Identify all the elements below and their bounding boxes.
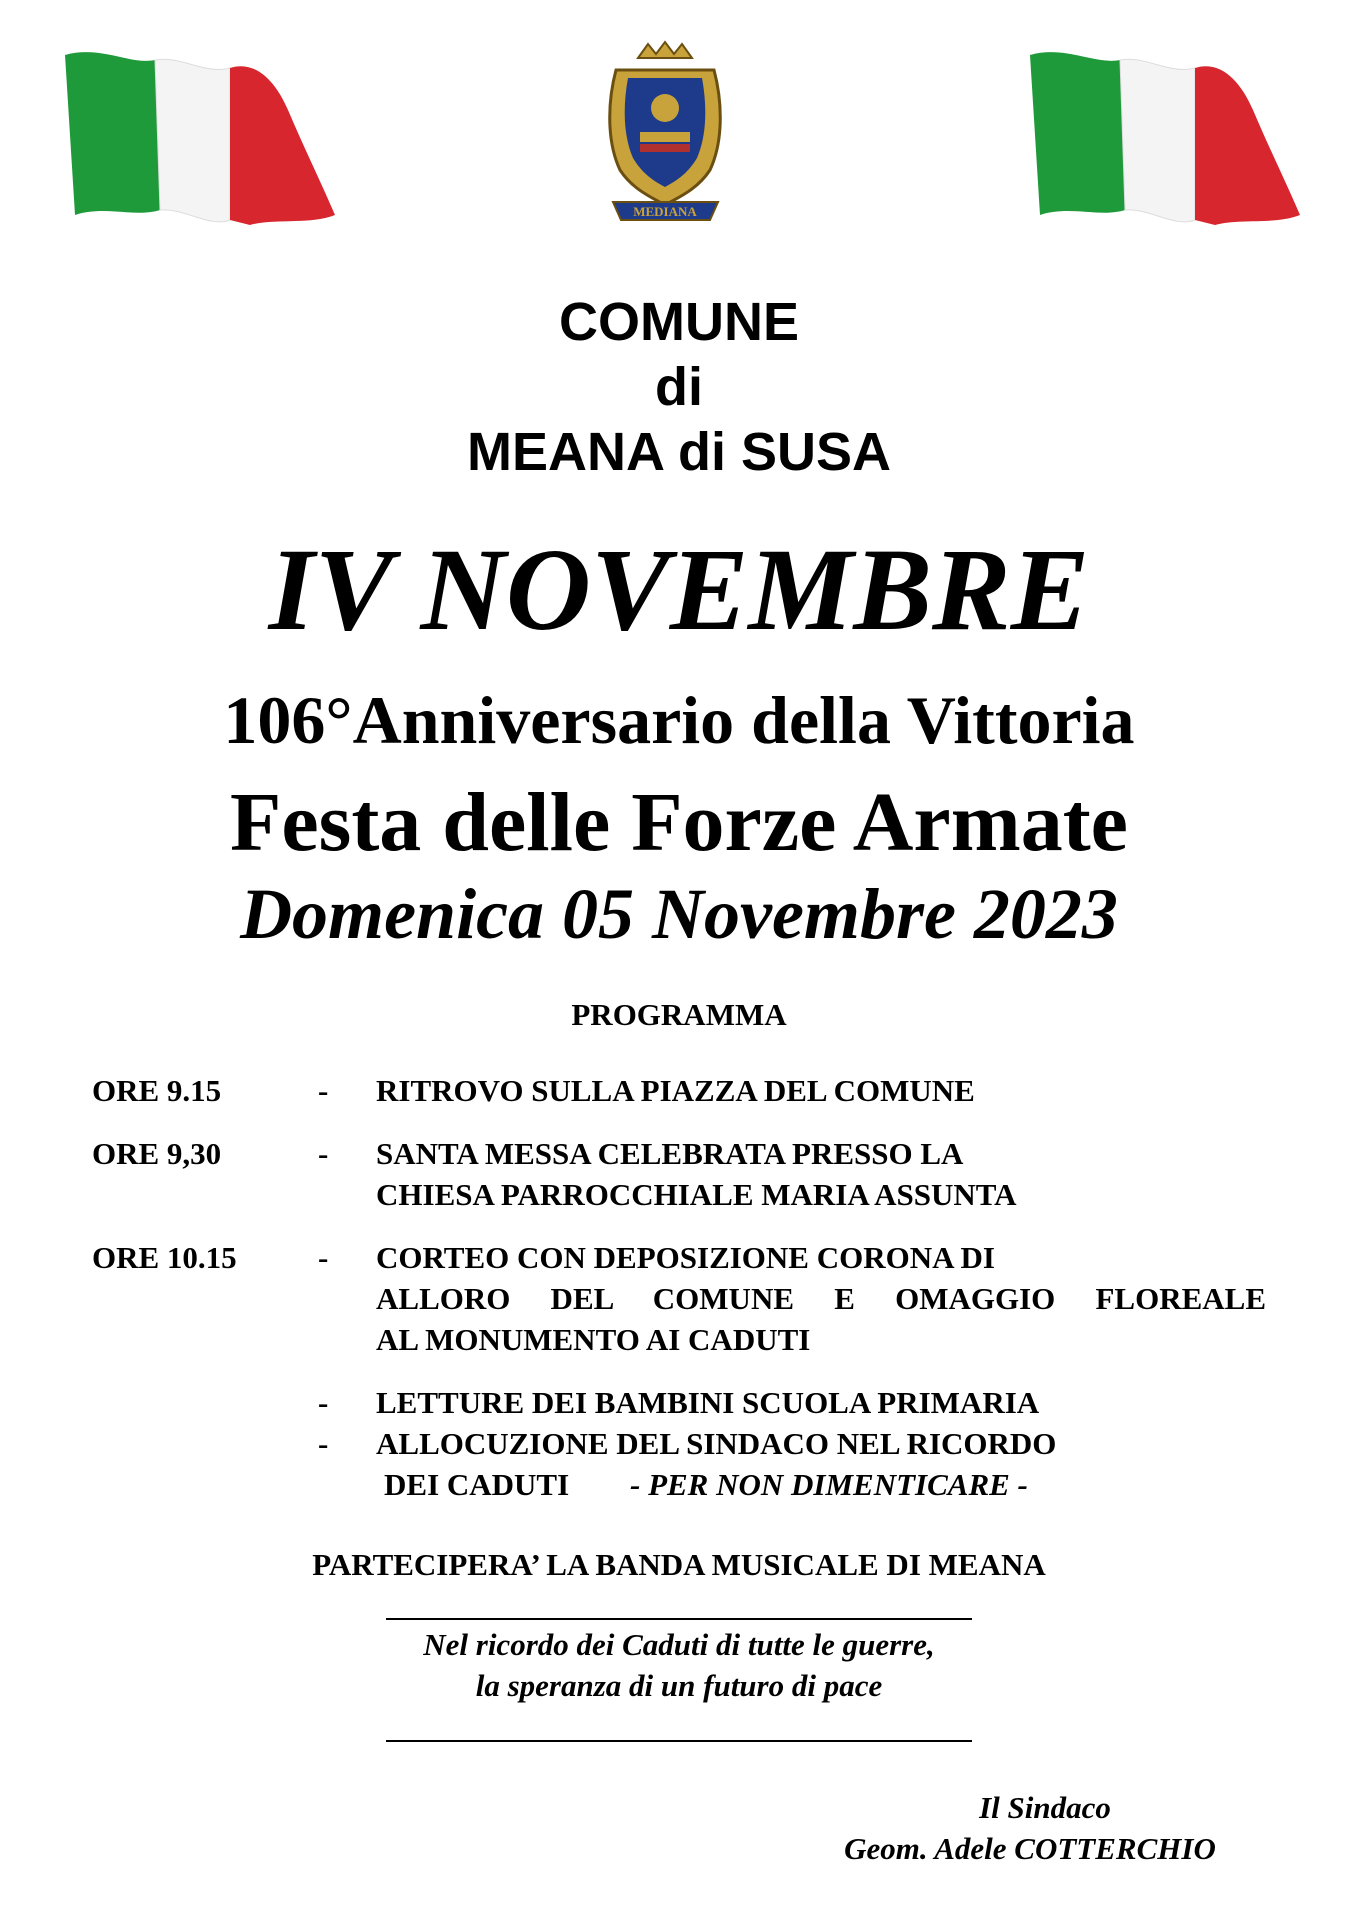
event-date: Domenica 05 Novembre 2023 bbox=[240, 874, 1118, 954]
program-line: RITROVO SULLA PIAZZA DEL COMUNE bbox=[376, 1073, 975, 1108]
banda-notice: PARTECIPERA’ LA BANDA MUSICALE DI MEANA bbox=[312, 1547, 1046, 1582]
italian-flag-right-icon bbox=[1025, 40, 1305, 230]
program-emphasis: - PER NON DIMENTICARE - bbox=[630, 1467, 1028, 1502]
program-time: ORE 9,30 bbox=[92, 1136, 222, 1171]
festa-title: Festa delle Forze Armate bbox=[230, 776, 1128, 869]
italian-flag-left-icon bbox=[60, 40, 340, 230]
header-di: di bbox=[655, 357, 703, 417]
quote-line-2: la speranza di un futuro di pace bbox=[475, 1668, 883, 1703]
program-dash: - bbox=[318, 1385, 329, 1420]
program-dash: - bbox=[318, 1426, 329, 1461]
program-time: ORE 9.15 bbox=[92, 1073, 222, 1108]
signature-name: Geom. Adele COTTERCHIO bbox=[844, 1831, 1216, 1866]
program-line: DEI CADUTI bbox=[384, 1467, 570, 1502]
signature-role: Il Sindaco bbox=[979, 1790, 1111, 1825]
divider-bottom bbox=[386, 1740, 972, 1742]
programma-heading: PROGRAMMA bbox=[571, 997, 787, 1032]
program-line: AL MONUMENTO AI CADUTI bbox=[376, 1322, 811, 1357]
divider-top bbox=[386, 1618, 972, 1620]
program-line: LETTURE DEI BAMBINI SCUOLA PRIMARIA bbox=[376, 1385, 1040, 1420]
program-dash: - bbox=[318, 1073, 329, 1108]
program-line: CHIESA PARROCCHIALE MARIA ASSUNTA bbox=[376, 1177, 1017, 1212]
main-title: IV NOVEMBRE bbox=[268, 524, 1090, 655]
quote-line-1: Nel ricordo dei Caduti di tutte le guerre, bbox=[423, 1627, 935, 1662]
program-dash: - bbox=[318, 1240, 329, 1275]
program-line: ALLORO DEL COMUNE E OMAGGIO FLOREALE bbox=[376, 1281, 1266, 1316]
crest-label: MEDIANA bbox=[633, 204, 697, 219]
header-comune: COMUNE bbox=[559, 292, 799, 352]
program-line: CORTEO CON DEPOSIZIONE CORONA DI bbox=[376, 1240, 996, 1275]
program-line: ALLOCUZIONE DEL SINDACO NEL RICORDO bbox=[376, 1426, 1057, 1461]
program-time: ORE 10.15 bbox=[92, 1240, 237, 1275]
municipal-crest-icon bbox=[598, 40, 733, 230]
header-municipality: MEANA di SUSA bbox=[466, 422, 891, 482]
program-line: SANTA MESSA CELEBRATA PRESSO LA bbox=[376, 1136, 964, 1171]
anniversary-title: 106°Anniversario della Vittoria bbox=[223, 682, 1135, 758]
program-dash: - bbox=[318, 1136, 329, 1171]
